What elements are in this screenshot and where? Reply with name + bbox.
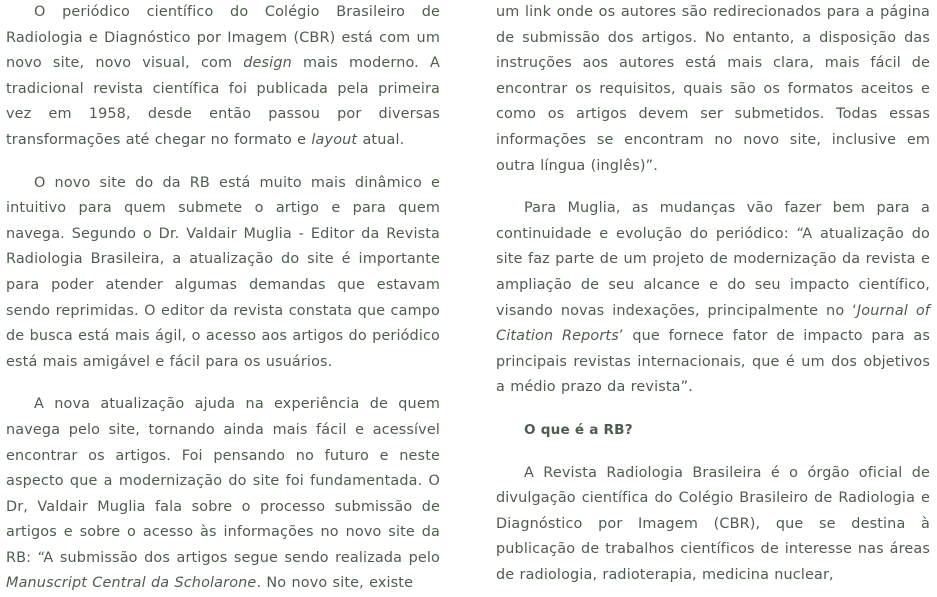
left-column [6, 0, 440, 592]
paragraph-novo-site: O novo site do da RB está muito mais dinâmico e intuitivo para quem submete o artigo e para quem navega. Segundo o Dr. Valdair Muglia - Editor da Revista Radiologia Brasileira, a atualização do site é importante para poder atender algumas demandas que estavam sendo reprimidas. O editor da revista constata que campo de busca está mais ágil, o acesso aos artigos do periódico está mais amigável e fácil para os usuários. [6, 174, 440, 370]
paragraph-intro: O periódico científico do Colégio Brasileiro de Radiologia e Diagnóstico por Imagem (CBR) está com um novo site, novo visual, com design mais moderno. A tradicional revista científica foi publicada pela primeira vez em 1958, desde então passou por diversas transformações até chegar no formato e layout atual. [6, 4, 440, 148]
italic-text: design [243, 55, 292, 72]
paragraph-muglia-mudancas: Para Muglia, as mudanças vão fazer bem para a continuidade e evolução do periódico: “A atualização do site faz parte de um projeto de modernização da revista e ampliação de seu alcance e do seu impacto científico, visando novas indexações, principalmente no ‘Journal of Citation Reports’ que fornece fator de impacto para as principais revistas internacionais, que é um dos objetivos a médio prazo da revista”. [496, 200, 931, 396]
italic-text: Journal of Citation Reports [496, 302, 930, 345]
paragraph-link-submissao: um link onde os autores são redirecionados para a página de submissão dos artigos. No entanto, a disposição das instruções aos autores está mais clara, mais fácil de encontrar os requisitos, quais são os formatos aceitos e como os artigos devem ser submetidos. Todas essas informações se encontram no novo site, inclusive em outra língua (inglês)”. [496, 4, 930, 174]
paragraph-revista-radiologia: A Revista Radiologia Brasileira é o órgão oficial de divulgação científica do Colégio Brasileiro de Radiologia e Diagnóstico por Imagem (CBR), que se destina à publicação de trabalhos científicos de interesse nas áreas de radiologia, radioterapia, medicina nuclear, [496, 464, 930, 583]
paragraph-nova-atualizacao: A nova atualização ajuda na experiência de quem navega pelo site, tornando ainda mais fácil e acessível encontrar os artigos. Foi pensando no futuro e neste aspecto que a modernização do site foi fundamentada. O Dr, Valdair Muglia fala sobre o processo submissão de artigos e sobre o acesso às informações no novo site da RB: “A submissão dos artigos segue sendo realizada pelo Manuscript Central da Scholarone. No novo site, existe [6, 396, 440, 592]
right-column [496, 0, 931, 583]
heading-o-que-e-rb: O que é a RB? [524, 421, 633, 438]
italic-text: layout [311, 131, 358, 148]
italic-text: Manuscript Central da Scholarone [6, 575, 257, 592]
